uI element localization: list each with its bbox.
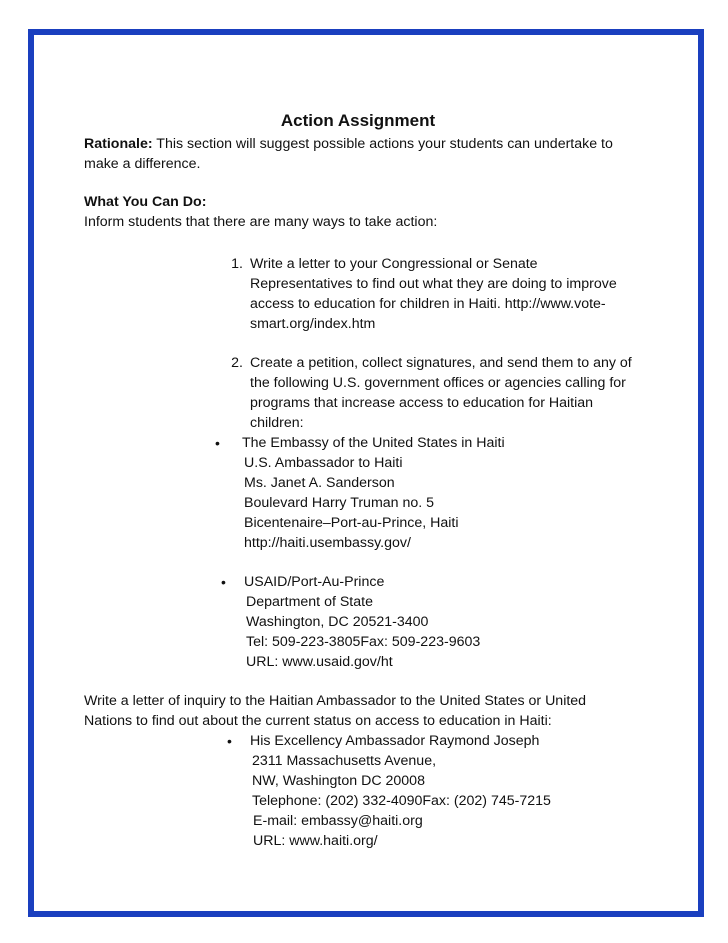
office-line: USAID/Port-Au-Prince — [244, 574, 385, 590]
office-line: Bicentenaire–Port-au-Prince, Haiti — [244, 515, 459, 531]
office-url: http://haiti.usembassy.gov/ — [244, 535, 411, 551]
rationale-label: Rationale: — [84, 136, 153, 152]
what-you-can-do-intro: Inform students that there are many ways to take action: — [84, 214, 438, 230]
item-line: smart.org/index.htm — [250, 316, 376, 332]
office-url: URL: www.usaid.gov/ht — [246, 654, 393, 670]
item-line: access to education for children in Haiti. http://www.vote- — [250, 296, 606, 312]
item-line: Representatives to find out what they are doing to improve — [250, 276, 617, 292]
office-line: Boulevard Harry Truman no. 5 — [244, 495, 435, 511]
contact-line: NW, Washington DC 20008 — [252, 773, 425, 789]
page-title: Action Assignment — [280, 111, 436, 130]
rationale-text: This section will suggest possible actions your students can undertake to — [156, 136, 613, 152]
inquiry-line-2: Nations to find out about the current status on access to education in Haiti: — [84, 713, 552, 729]
rationale-line-2: make a difference. — [84, 156, 201, 172]
contact-url: URL: www.haiti.org/ — [253, 833, 378, 849]
office-line: U.S. Ambassador to Haiti — [244, 455, 403, 471]
item-line: Create a petition, collect signatures, and send them to any of — [250, 355, 632, 371]
bullet: • — [227, 733, 232, 749]
contact-line: His Excellency Ambassador Raymond Joseph — [250, 733, 540, 749]
contact-line: Telephone: (202) 332-4090Fax: (202) 745-7215 — [252, 793, 551, 809]
item-line: the following U.S. government offices or agencies calling for — [250, 375, 626, 391]
contact-line: 2311 Massachusetts Avenue, — [252, 753, 437, 769]
item-number: 1. — [231, 256, 243, 272]
item-line: Write a letter to your Congressional or Senate — [250, 256, 538, 272]
rationale-line-1 — [84, 134, 613, 154]
item-line: children: — [250, 415, 304, 431]
item-line: programs that increase access to education for Haitian — [250, 395, 594, 411]
office-line: Washington, DC 20521-3400 — [246, 614, 429, 630]
bullet: • — [215, 435, 220, 451]
office-line: Ms. Janet A. Sanderson — [244, 475, 395, 491]
what-you-can-do-heading: What You Can Do: — [84, 194, 207, 210]
inquiry-line-1: Write a letter of inquiry to the Haitian Ambassador to the United States or United — [84, 693, 587, 709]
contact-email: E-mail: embassy@haiti.org — [253, 813, 423, 829]
office-line: Tel: 509-223-3805Fax: 509-223-9603 — [246, 634, 481, 650]
office-line: Department of State — [246, 594, 373, 610]
office-line: The Embassy of the United States in Haiti — [242, 435, 505, 451]
bullet: • — [221, 574, 226, 590]
item-number: 2. — [231, 355, 243, 371]
